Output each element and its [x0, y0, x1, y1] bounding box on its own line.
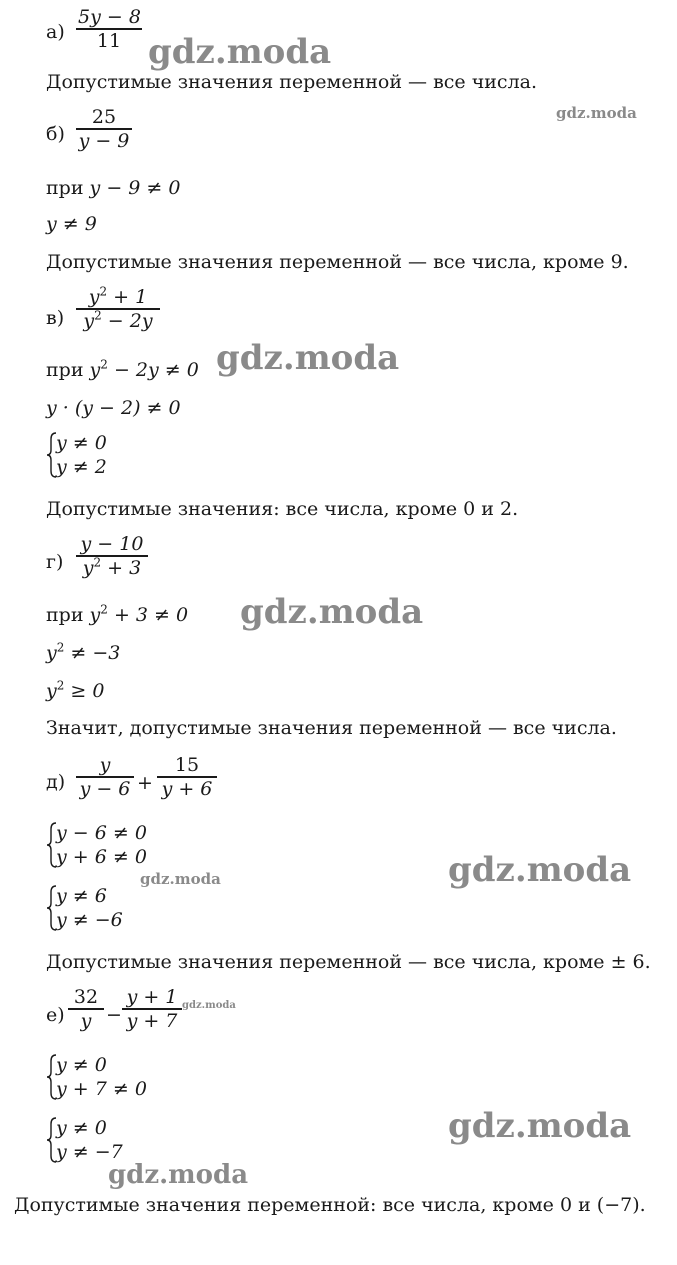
item-g-label: г) [46, 551, 64, 573]
item-a-denominator: 11 [96, 29, 122, 52]
item-g-conclusion: Значит, допустимые значения переменной — все числа. [46, 717, 617, 739]
item-e-system-1 [46, 1053, 147, 1101]
item-e-fraction-2 [122, 986, 182, 1032]
item-b-result: y ≠ 9 [46, 213, 97, 235]
system-row: y ≠ 6 [56, 885, 107, 907]
system-row: y ≠ −6 [56, 909, 123, 931]
item-v-label: в) [46, 307, 65, 329]
watermark: gdz.moda [182, 1000, 236, 1011]
item-e-fraction-1 [68, 986, 104, 1032]
watermark: gdz.moda [216, 338, 400, 378]
item-g-condition [46, 603, 188, 627]
item-g-fraction [76, 533, 148, 579]
item-b-fraction [76, 106, 132, 152]
fraction-numerator: 32 [73, 986, 99, 1008]
item-b-numerator: 25 [91, 106, 117, 128]
item-b-conclusion: Допустимые значения переменной — все числа, кроме 9. [46, 251, 629, 273]
cond-prefix: при [46, 604, 84, 626]
cond-expr: $y^2 + 3 \ne 0$ [89, 602, 189, 626]
cond-prefix: при [46, 359, 84, 381]
system-row: y + 6 ≠ 0 [56, 846, 147, 868]
item-d-label: д) [46, 771, 66, 793]
cond-expr: $y^2 - 2y \ne 0$ [89, 357, 199, 381]
item-v-numerator: $y^2 + 1$ [88, 284, 148, 308]
brace-icon [46, 884, 58, 932]
fraction-numerator: y + 1 [126, 986, 178, 1008]
item-v-factor: y · (y − 2) ≠ 0 [46, 397, 181, 419]
system-row: y ≠ 0 [56, 1117, 107, 1139]
fraction-numerator: y [99, 754, 111, 776]
item-v-fraction [76, 286, 160, 332]
brace-icon [46, 821, 58, 869]
watermark: gdz.moda [140, 870, 221, 888]
item-d-fraction-1 [76, 754, 134, 800]
item-v-system [46, 431, 107, 479]
item-d-operator: + [137, 772, 153, 794]
item-a-label: а) [46, 21, 65, 43]
item-d-system-1 [46, 821, 147, 869]
watermark: gdz.moda [240, 592, 424, 632]
item-g-step2: $y^2 \ge 0$ [46, 678, 105, 702]
item-e-label: е) [46, 1004, 65, 1026]
fraction-denominator: y − 6 [79, 777, 131, 800]
item-e-conclusion: Допустимые значения переменной: все числа, кроме 0 и (−7). [14, 1194, 646, 1216]
fraction-numerator: 15 [174, 754, 200, 776]
brace-icon [46, 1053, 58, 1101]
cond-expr: y − 9 ≠ 0 [89, 177, 181, 199]
watermark: gdz.moda [448, 850, 632, 890]
fraction-denominator: y [80, 1009, 92, 1032]
item-a-numerator: 5y − 8 [78, 6, 141, 28]
system-row: y + 7 ≠ 0 [56, 1078, 147, 1100]
watermark: gdz.moda [448, 1106, 632, 1146]
item-b-denominator: y − 9 [78, 129, 130, 152]
item-e-system-2 [46, 1116, 123, 1164]
item-v-conclusion: Допустимые значения: все числа, кроме 0 и 2. [46, 498, 519, 520]
watermark: gdz.moda [148, 32, 332, 72]
cond-prefix: при [46, 177, 84, 199]
item-v-denominator: $y^2 - 2y$ [83, 308, 153, 332]
system-row: y − 6 ≠ 0 [56, 822, 147, 844]
item-d-system-2 [46, 884, 123, 932]
item-g-step1: $y^2 \ne -3$ [46, 640, 121, 664]
system-row: y ≠ 2 [56, 456, 107, 478]
item-d-fraction-2 [157, 754, 217, 800]
item-a-fraction [76, 6, 142, 52]
item-g-denominator: $y^2 + 3$ [82, 555, 142, 579]
system-row: y ≠ 0 [56, 432, 107, 454]
fraction-denominator: y + 6 [161, 777, 213, 800]
item-b-label: б) [46, 123, 65, 145]
item-a-conclusion: Допустимые значения переменной — все числа. [46, 71, 538, 93]
item-e-operator: − [106, 1004, 122, 1026]
brace-icon [46, 1116, 58, 1164]
item-d-conclusion: Допустимые значения переменной — все числа, кроме ± 6. [46, 951, 651, 973]
item-v-condition [46, 358, 199, 382]
system-row: y ≠ −7 [56, 1141, 123, 1163]
fraction-denominator: y + 7 [126, 1009, 178, 1032]
brace-icon [46, 431, 58, 479]
system-row: y ≠ 0 [56, 1054, 107, 1076]
watermark: gdz.moda [556, 104, 637, 122]
item-b-condition [46, 176, 180, 200]
item-g-numerator: y − 10 [80, 533, 144, 555]
watermark: gdz.moda [108, 1160, 249, 1190]
